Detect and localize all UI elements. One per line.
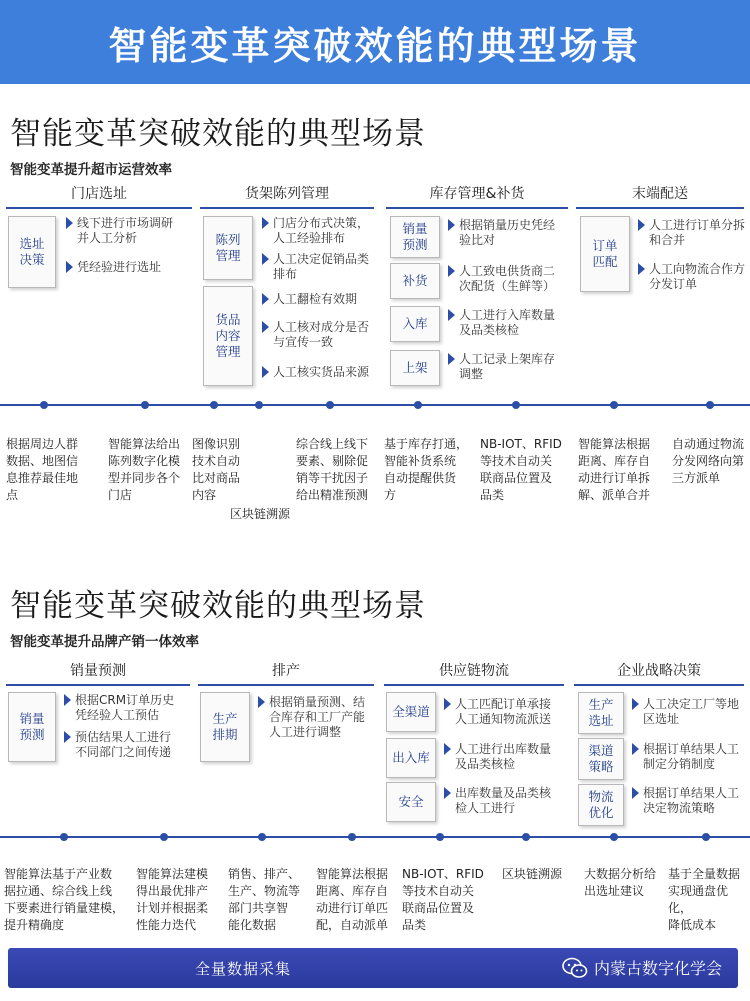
header-banner bbox=[0, 0, 750, 84]
column-title: 门店选址 bbox=[6, 183, 192, 209]
tag-location-decision: 选址 决策 bbox=[8, 216, 56, 288]
timeline-text: 自动通过物流 分发网络向第 三方派单 bbox=[672, 437, 745, 485]
timeline-dot bbox=[60, 833, 68, 841]
tag-production-site: 生产 选址 bbox=[578, 692, 624, 734]
list-item: 人工进行入库数量 及品类核检 bbox=[448, 308, 570, 338]
tag-sales-forecast: 销量 预测 bbox=[8, 692, 56, 762]
list-item: 人工核实货品来源 bbox=[262, 365, 380, 380]
column-title: 供应链物流 bbox=[384, 660, 564, 686]
tag-shelving: 上架 bbox=[390, 350, 440, 386]
timeline-text: 智能算法根据 距离、库存自 动进行订单拆 解、派单合并 bbox=[578, 437, 651, 502]
column-title: 末端配送 bbox=[576, 183, 744, 209]
list-item: 门店分布式决策， 人工经验排布 bbox=[262, 216, 380, 246]
timeline-dot bbox=[255, 401, 263, 409]
timeline-dot bbox=[512, 401, 520, 409]
tag-omni-channel: 全渠道 bbox=[386, 692, 436, 732]
column-title: 企业战略决策 bbox=[574, 660, 744, 686]
tag-logistics-optimization: 物流 优化 bbox=[578, 784, 624, 826]
timeline-text: 基于库存打通， 智能补货系统 自动提醒供货 方 bbox=[384, 437, 469, 502]
tag-goods-content-management: 货品 内容 管理 bbox=[203, 286, 253, 386]
section1-title: 智能变革突破效能的典型场景 bbox=[10, 116, 426, 152]
wechat-icon bbox=[562, 957, 588, 979]
s1-col-inventory bbox=[386, 183, 568, 217]
list-item: 根据销量历史凭经 验比对 bbox=[448, 218, 570, 248]
timeline-text: 销售、排产、 生产、物流等 部门共享智 能化数据 bbox=[228, 867, 301, 932]
column-title: 货架陈列管理 bbox=[200, 183, 374, 209]
s2-col-supply-chain bbox=[384, 660, 564, 694]
timeline-dot bbox=[414, 401, 422, 409]
timeline-text: 智能算法建模 得出最优排产 计划并根据柔 性能力迭代 bbox=[136, 867, 209, 932]
list-item: 预估结果人工进行 不同部门之间传递 bbox=[64, 730, 194, 760]
timeline-dot bbox=[610, 833, 618, 841]
timeline-dot bbox=[160, 833, 168, 841]
watermark bbox=[562, 956, 722, 979]
s1-col-shelf-management bbox=[200, 183, 374, 217]
s1-col-last-mile bbox=[576, 183, 744, 217]
list-item: 人工向物流合作方 分发订单 bbox=[638, 262, 748, 292]
timeline-text: NB-IOT、RFID 等技术自动关 联商品位置及 品类 bbox=[480, 437, 562, 502]
timeline-dot bbox=[258, 833, 266, 841]
list-item: 人工进行出库数量 及品类核检 bbox=[444, 742, 568, 772]
header-title-box bbox=[30, 11, 720, 73]
column-title: 销量预测 bbox=[6, 660, 190, 686]
tag-security: 安全 bbox=[386, 782, 436, 822]
timeline-text: 综合线上线下 要素、剔除促 销等干扰因子 给出精准预测 bbox=[296, 437, 369, 502]
list-item: 根据CRM订单历史 凭经验人工预估 bbox=[64, 693, 194, 723]
watermark-text: 内蒙古数字化学会 bbox=[593, 959, 722, 978]
section1-timeline bbox=[0, 404, 750, 406]
timeline-dot bbox=[210, 401, 218, 409]
section2-subtitle: 智能变革提升品牌产销一体效率 bbox=[10, 634, 199, 650]
list-item: 出库数量及品类核 检人工进行 bbox=[444, 786, 568, 816]
timeline-text: 大数据分析给 出选址建议 bbox=[584, 867, 657, 898]
list-item: 凭经验进行选址 bbox=[66, 260, 196, 275]
timeline-text: 智能算法根据 距离、库存自 动进行订单匹 配，自动派单 bbox=[316, 867, 389, 932]
tag-channel-strategy: 渠道 策略 bbox=[578, 738, 624, 780]
list-item: 人工翻检有效期 bbox=[262, 292, 380, 307]
timeline-text: 区块链溯源 bbox=[230, 507, 291, 521]
list-item: 线下进行市场调研 并人工分析 bbox=[66, 216, 196, 246]
timeline-dot bbox=[522, 833, 530, 841]
timeline-dot bbox=[706, 401, 714, 409]
timeline-dot bbox=[702, 833, 710, 841]
timeline-text: NB-IOT、RFID 等技术自动关 联商品位置及 品类 bbox=[402, 867, 484, 932]
list-item: 人工匹配订单承接 人工通知物流派送 bbox=[444, 697, 568, 727]
section2-timeline bbox=[0, 836, 750, 838]
section1-subtitle: 智能变革提升超市运营效率 bbox=[10, 162, 172, 178]
list-item: 根据销量预测、结 合库存和工厂产能 人工进行调整 bbox=[258, 695, 378, 740]
column-title: 排产 bbox=[198, 660, 374, 686]
s1-col-store-location bbox=[6, 183, 192, 217]
list-item: 人工致电供货商二 次配货（生鲜等） bbox=[448, 264, 570, 294]
list-item: 人工决定促销品类 排布 bbox=[262, 252, 380, 282]
list-item: 人工决定工厂等地 区选址 bbox=[632, 697, 748, 727]
data-collection-label: 全量数据采集 bbox=[194, 959, 291, 978]
timeline-dot bbox=[326, 401, 334, 409]
header-title: 智能变革突破效能的典型场景 bbox=[108, 23, 642, 68]
timeline-dot bbox=[436, 833, 444, 841]
tag-production-schedule: 生产 排期 bbox=[200, 692, 250, 762]
timeline-dot bbox=[610, 401, 618, 409]
s2-col-strategy bbox=[574, 660, 744, 694]
list-item: 人工核对成分是否 与宣传一致 bbox=[262, 320, 380, 350]
tag-warehousing: 入库 bbox=[390, 306, 440, 342]
list-item: 根据订单结果人工 制定分销制度 bbox=[632, 742, 748, 772]
timeline-text: 图像识别 技术自动 比对商品 内容 bbox=[192, 437, 241, 502]
list-item: 根据订单结果人工 决定物流策略 bbox=[632, 786, 748, 816]
tag-display-management: 陈列 管理 bbox=[203, 216, 253, 280]
timeline-text: 基于全量数据 实现通盘优化， 降低成本 bbox=[668, 867, 741, 932]
list-item: 人工记录上架库存 调整 bbox=[448, 352, 570, 382]
timeline-dot bbox=[348, 833, 356, 841]
timeline-dot bbox=[141, 401, 149, 409]
data-collection-bar bbox=[8, 948, 738, 988]
section2-title: 智能变革突破效能的典型场景 bbox=[10, 588, 426, 624]
s2-col-production-schedule bbox=[198, 660, 374, 694]
timeline-text: 智能算法给出 陈列数字化模 型并同步各个 门店 bbox=[108, 437, 181, 502]
list-item: 人工进行订单分拆 和合并 bbox=[638, 218, 748, 248]
s2-col-sales-forecast bbox=[6, 660, 190, 694]
timeline-text: 区块链溯源 bbox=[502, 867, 563, 881]
column-title: 库存管理&补货 bbox=[386, 183, 568, 209]
timeline-text: 智能算法基于产业数 据拉通、综合线上线 下要素进行销量建模， 提升精确度 bbox=[4, 867, 125, 932]
tag-in-out-stock: 出入库 bbox=[386, 738, 436, 778]
tag-sales-forecast: 销量 预测 bbox=[390, 216, 440, 258]
tag-replenish: 补货 bbox=[390, 263, 440, 299]
timeline-dot bbox=[40, 401, 48, 409]
timeline-text: 根据周边人群 数据、地图信 息推荐最佳地 点 bbox=[6, 437, 79, 502]
tag-order-matching: 订单 匹配 bbox=[580, 216, 630, 292]
